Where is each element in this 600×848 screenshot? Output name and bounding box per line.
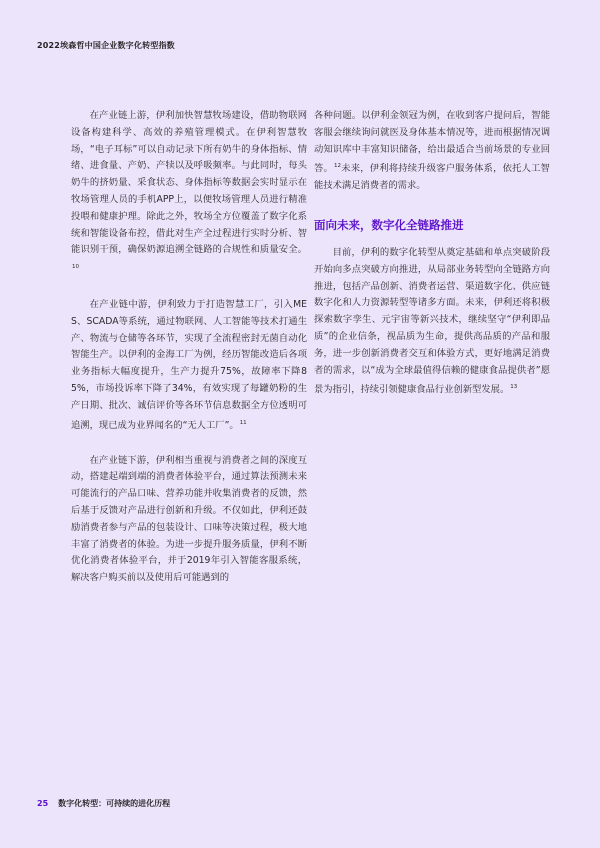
paragraph-text: 目前，伊利的数字化转型从奠定基础和单点突破阶段开始向多点突破方向推进，从局部业务转型向全链路方向推进，包括产品创新、消费者运营、渠道数字化、供应链数字化和人力资源转型等诸多方面。未来，伊利还将积极探索数字孪生、元宇宙等新兴技术，继续坚守“伊利即品质”的企业信条，视品质为生命，提供高品质的产品和服务，进一步创新消费者交互和体验方式，更好地满足消费者的需求，以“成为全球最值得信赖的健康食品提供者”愿景为指引，持续引领健康食品行业创新型发展。 bbox=[314, 247, 550, 396]
paragraph-future bbox=[314, 245, 550, 399]
paragraph-midstream bbox=[71, 297, 307, 434]
right-column bbox=[314, 108, 550, 399]
paragraph-text: 未来，伊利将持续升级客户服务体系，依托人工智能技术满足消费者的需求。 bbox=[314, 163, 550, 192]
paragraph-upstream bbox=[71, 108, 307, 279]
footnote-ref[interactable]: 11 bbox=[239, 419, 247, 426]
footnote-ref[interactable]: 10 bbox=[72, 264, 79, 271]
paragraph-downstream bbox=[71, 453, 307, 587]
paragraph-text: 在产业链上游，伊利加快智慧牧场建设，借助物联网设备构建科学、高效的养殖管理模式。在伊利智慧牧场，“电子耳标”可以自动记录下所有奶牛的身体指标、情绪、进食量、产奶、产犊以及呼吸频率。与此同时，每头奶牛的挤奶量、采食状态、身体指标等数据会实时显示在牧场管理人员的手机APP上，以便牧场管理人员进行精准投喂和健康护理。除此之外，牧场全方位覆盖了数字化系统和智能设备布控，借此对生产全过程进行实时分析、智能识别干预，确保奶源追溯全链路的合规性和质量安全。 bbox=[71, 110, 307, 256]
left-column bbox=[71, 108, 307, 587]
paragraph-text: 在产业链中游，伊利致力于打造智慧工厂，引入MES、SCADA等系统，通过物联网、人工智能等技术打通生产、物流与仓储等各环节，实现了全流程密封无菌自动化智能生产。以伊利的金海工厂为例，经历智能改造后各项业务指标大幅度提升，生产力提升75%，故障率下降85%，市场投诉率下降了34%，有效实现了每罐奶粉的生产日期、批次、诚信评价等各环节信息数据全方位透明可追溯，现已成为业界闻名的“无人工厂”。 bbox=[71, 299, 307, 431]
paragraph-downstream-continued bbox=[314, 108, 550, 195]
section-heading: 面向未来，数字化全链路推进 bbox=[314, 218, 464, 233]
footnote-ref[interactable]: 13 bbox=[510, 384, 518, 391]
footnote-ref[interactable]: 12 bbox=[334, 163, 341, 170]
footer-title: 数字化转型：可持续的进化历程 bbox=[58, 799, 171, 808]
paragraph-text: 在产业链下游，伊利相当重视与消费者之间的深度互动，搭建起端到端的消费者体验平台，通过算法预测未来可能流行的产品口味、营养功能并收集消费者的反馈，然后基于反馈对产品进行创新和升级。不仅如此，伊利还鼓励消费者参与产品的包装设计、口味等决策过程，极大地丰富了消费者的体验。为进一步提升服务质量，伊利不断优化消费者体验平台，并于2019年引入智能客服系统，解决客户购买前以及使用后可能遇到的 bbox=[71, 454, 307, 584]
paragraph-text: 各种问题。以伊利金领冠为例，在收到客户提问后，智能客服会继续询问就医及身体基本情况等，进而根据情况调动知识库中丰富知识储备，给出最适合当前场景的专业回答。 bbox=[314, 110, 550, 175]
running-header: 2022埃森哲中国企业数字化转型指数 bbox=[37, 41, 175, 50]
page-number: 25 bbox=[37, 799, 49, 808]
page-footer bbox=[37, 798, 170, 809]
